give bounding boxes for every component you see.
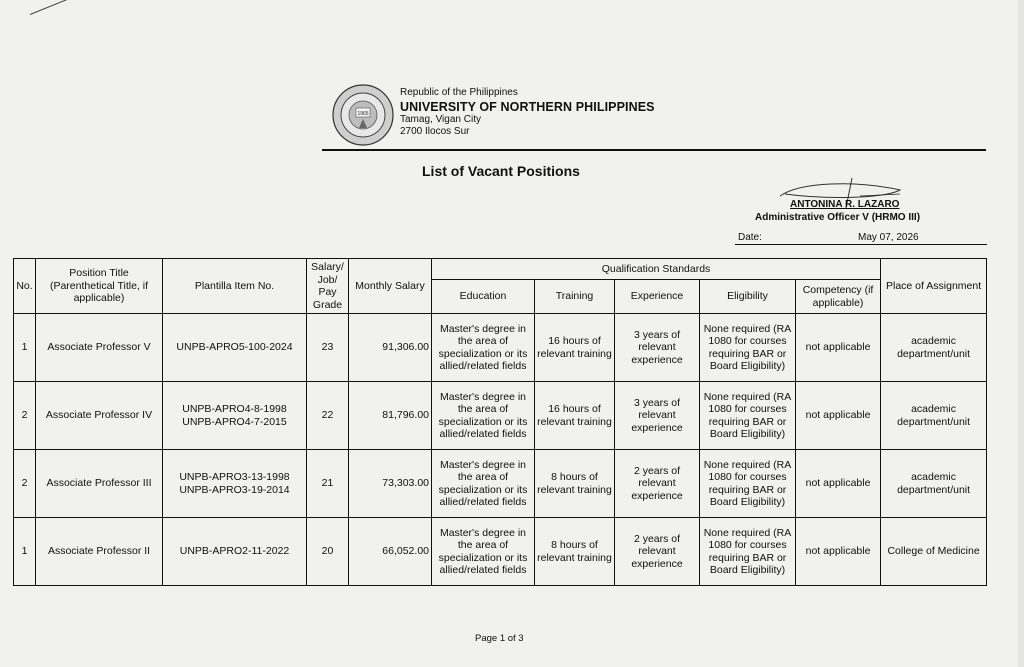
address-line-1: Tamag, Vigan City — [400, 113, 481, 125]
cell-no: 1 — [14, 314, 36, 382]
header-education: Education — [432, 280, 535, 314]
republic-line: Republic of the Philippines — [400, 87, 518, 98]
cell-competency: not applicable — [796, 382, 881, 450]
table-row — [14, 450, 987, 518]
cell-place: College of Medicine — [881, 518, 987, 586]
cell-salary: 81,796.00 — [349, 382, 432, 450]
university-seal-icon — [332, 84, 394, 146]
header-rule — [322, 149, 986, 151]
header-position-title: Position Title (Parenthetical Title, if applicable) — [36, 259, 163, 314]
cell-plantilla: UNPB-APRO3-13-1998 UNPB-APRO3-19-2014 — [163, 450, 307, 518]
cell-training: 8 hours of relevant training — [535, 450, 615, 518]
header-competency: Competency (if applicable) — [796, 280, 881, 314]
header-training: Training — [535, 280, 615, 314]
cell-position: Associate Professor IV — [36, 382, 163, 450]
cell-experience: 3 years of relevant experience — [615, 314, 700, 382]
scan-edge — [1018, 0, 1024, 667]
address-line-2: 2700 Ilocos Sur — [400, 126, 470, 137]
cell-competency: not applicable — [796, 450, 881, 518]
cell-competency: not applicable — [796, 314, 881, 382]
document-title: List of Vacant Positions — [422, 163, 580, 179]
cell-place: academic department/unit — [881, 382, 987, 450]
cell-grade: 23 — [307, 314, 349, 382]
header-plantilla: Plantilla Item No. — [163, 259, 307, 314]
date-rule — [735, 244, 987, 245]
header-no: No. — [14, 259, 36, 314]
cell-experience: 2 years of relevant experience — [615, 450, 700, 518]
header-experience: Experience — [615, 280, 700, 314]
signatory-position: Administrative Officer V (HRMO III) — [755, 212, 921, 223]
cell-place: academic department/unit — [881, 450, 987, 518]
header-salary-grade: Salary/ Job/ Pay Grade — [307, 259, 349, 314]
cell-eligibility: None required (RA 1080 for courses requiring BAR or Board Eligibility) — [700, 518, 796, 586]
cell-grade: 20 — [307, 518, 349, 586]
signatory-name: ANTONINA R. LAZARO — [790, 199, 900, 210]
cell-experience: 3 years of relevant experience — [615, 382, 700, 450]
cell-education: Master's degree in the area of specialization or its allied/related fields — [432, 382, 535, 450]
cell-competency: not applicable — [796, 518, 881, 586]
cell-training: 8 hours of relevant training — [535, 518, 615, 586]
university-name: UNIVERSITY OF NORTHERN PHILIPPINES — [400, 99, 655, 114]
cell-position: Associate Professor II — [36, 518, 163, 586]
page-number: Page 1 of 3 — [475, 633, 524, 644]
table-row — [14, 518, 987, 586]
header-monthly-salary: Monthly Salary — [349, 259, 432, 314]
header-qualification-standards: Qualification Standards — [432, 259, 881, 280]
cell-eligibility: None required (RA 1080 for courses requiring BAR or Board Eligibility) — [700, 382, 796, 450]
date-label: Date: — [738, 232, 762, 243]
date-value: May 07, 2026 — [858, 232, 919, 243]
vacant-positions-table — [13, 258, 987, 586]
cell-experience: 2 years of relevant experience — [615, 518, 700, 586]
cell-no: 2 — [14, 382, 36, 450]
cell-grade: 22 — [307, 382, 349, 450]
cell-plantilla: UNPB-APRO2-11-2022 — [163, 518, 307, 586]
cell-place: academic department/unit — [881, 314, 987, 382]
cell-eligibility: None required (RA 1080 for courses requiring BAR or Board Eligibility) — [700, 314, 796, 382]
cell-no: 1 — [14, 518, 36, 586]
cell-eligibility: None required (RA 1080 for courses requiring BAR or Board Eligibility) — [700, 450, 796, 518]
cell-plantilla: UNPB-APRO5-100-2024 — [163, 314, 307, 382]
cell-no: 2 — [14, 450, 36, 518]
cell-salary: 66,052.00 — [349, 518, 432, 586]
cell-education: Master's degree in the area of specialization or its allied/related fields — [432, 518, 535, 586]
header-place-of-assignment: Place of Assignment — [881, 259, 987, 314]
letterhead — [400, 87, 655, 139]
table-row — [14, 314, 987, 382]
cell-position: Associate Professor V — [36, 314, 163, 382]
cell-plantilla: UNPB-APRO4-8-1998 UNPB-APRO4-7-2015 — [163, 382, 307, 450]
pen-mark — [30, 0, 71, 15]
svg-text:1965: 1965 — [357, 111, 369, 117]
cell-training: 16 hours of relevant training — [535, 314, 615, 382]
cell-grade: 21 — [307, 450, 349, 518]
cell-position: Associate Professor III — [36, 450, 163, 518]
header-eligibility: Eligibility — [700, 280, 796, 314]
cell-salary: 73,303.00 — [349, 450, 432, 518]
table-row — [14, 382, 987, 450]
cell-education: Master's degree in the area of specialization or its allied/related fields — [432, 314, 535, 382]
cell-salary: 91,306.00 — [349, 314, 432, 382]
table-header-row — [14, 259, 987, 280]
cell-education: Master's degree in the area of specialization or its allied/related fields — [432, 450, 535, 518]
cell-training: 16 hours of relevant training — [535, 382, 615, 450]
